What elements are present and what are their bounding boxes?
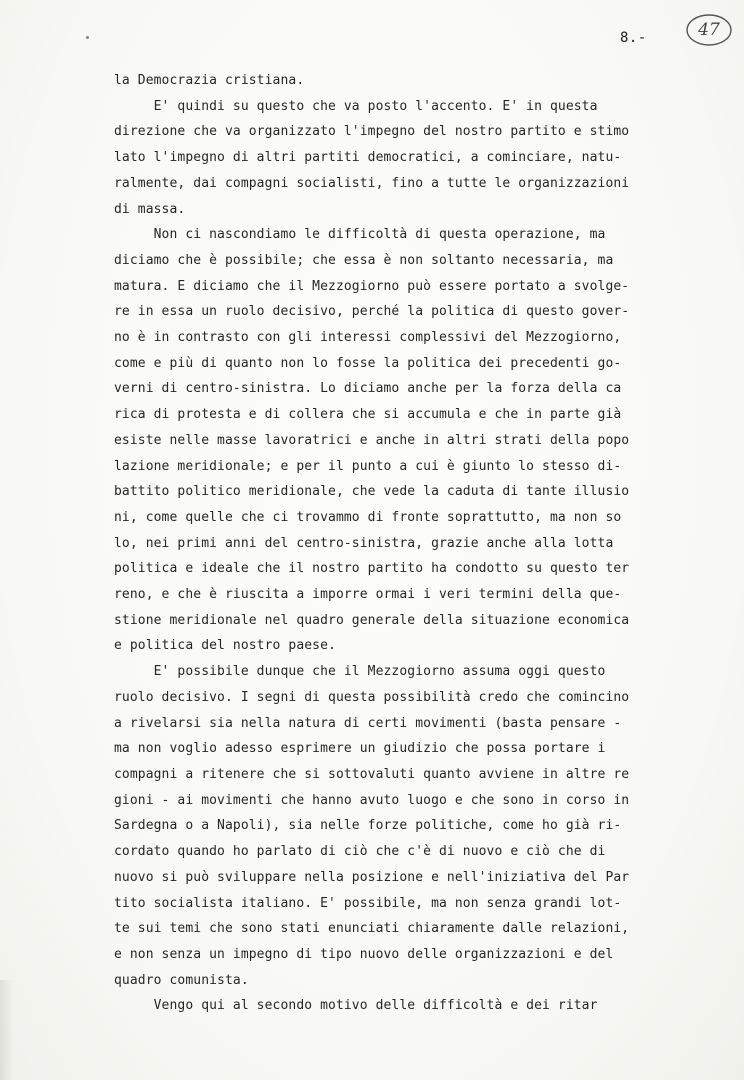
folio-number: 47	[698, 20, 720, 40]
text-line: e politica del nostro paese.	[114, 638, 336, 654]
text-line: diciamo che è possibile; che essa è non soltanto necessaria, ma	[114, 252, 614, 268]
text-line: lo, nei primi anni del centro-sinistra, grazie anche alla lotta	[114, 535, 614, 551]
text-line: come e più di quanto non lo fosse la politica dei precedenti go-	[114, 355, 622, 371]
text-line: no è in contrasto con gli interessi complessivi del Mezzogiorno,	[114, 330, 622, 346]
text-line: nuovo si può sviluppare nella posizione e nell'iniziativa del Par	[114, 869, 630, 885]
text-line: quadro comunista.	[114, 972, 249, 988]
text-line: politica e ideale che il nostro partito ha condotto su questo ter	[114, 561, 630, 577]
text-line: e non senza un impegno di tipo nuovo delle organizzazioni e del	[114, 946, 614, 962]
text-line: rica di protesta e di collera che si accumula e che in parte già	[114, 407, 622, 423]
text-line: stione meridionale nel quadro generale della situazione economica	[114, 612, 630, 628]
page-number: 8.-	[620, 30, 647, 46]
text-line: compagni a ritenere che si sottovaluti quanto avviene in altre re	[114, 766, 630, 782]
text-line: Vengo qui al secondo motivo delle difficoltà e dei ritar	[114, 998, 598, 1014]
text-line: re in essa un ruolo decisivo, perché la politica di questo gover-	[114, 304, 630, 320]
text-line: ma non voglio adesso esprimere un giudizio che possa portare i	[114, 741, 606, 757]
text-line: ralmente, dai compagni socialisti, fino a tutte le organizzazioni	[114, 175, 630, 191]
text-line: la Democrazia cristiana.	[114, 73, 305, 88]
text-line: esiste nelle masse lavoratrici e anche in altri strati della popo	[114, 432, 630, 448]
text-line: a rivelarsi sia nella natura di certi movimenti (basta pensare -	[114, 715, 622, 731]
page-mark-dot	[86, 36, 89, 39]
folio-stamp	[684, 12, 734, 48]
text-line: verni di centro-sinistra. Lo diciamo anche per la forza della ca	[114, 381, 622, 397]
text-line: direzione che va organizzato l'impegno del nostro partito e stimo	[114, 124, 630, 140]
text-line: lazione meridionale; e per il punto a cui è giunto lo stesso di-	[114, 458, 622, 474]
text-line: ruolo decisivo. I segni di questa possibilità credo che comincino	[114, 689, 630, 705]
text-line: cordato quando ho parlato di ciò che c'è di nuovo e ciò che di	[114, 844, 606, 860]
text-line: battito politico meridionale, che vede la caduta di tante illusio	[114, 484, 630, 500]
scan-edge-shadow	[0, 980, 14, 1080]
text-line: E' quindi su questo che va posto l'accento. E' in questa	[114, 98, 598, 114]
text-line: ni, come quelle che ci trovammo di fronte soprattutto, ma non so	[114, 509, 622, 525]
text-line: te sui temi che sono stati enunciati chiaramente dalle relazioni,	[114, 921, 630, 937]
text-line: reno, e che è riuscita a imporre ormai i veri termini della que-	[114, 587, 622, 603]
text-line: gioni - ai movimenti che hanno avuto luogo e che sono in corso in	[114, 792, 630, 808]
text-line: Sardegna o a Napoli), sia nelle forze politiche, come ho già ri-	[114, 818, 622, 834]
text-line: E' possibile dunque che il Mezzogiorno assuma oggi questo	[114, 664, 606, 680]
text-line: di massa.	[114, 201, 186, 217]
text-line: tito socialista italiano. E' possibile, ma non senza grandi lot-	[114, 895, 622, 911]
typed-body-text	[114, 68, 714, 1019]
text-line: Non ci nascondiamo le difficoltà di questa operazione, ma	[114, 227, 606, 243]
text-line: lato l'impegno di altri partiti democratici, a cominciare, natu-	[114, 150, 622, 166]
text-line: matura. E diciamo che il Mezzogiorno può essere portato a svolge-	[114, 278, 630, 294]
